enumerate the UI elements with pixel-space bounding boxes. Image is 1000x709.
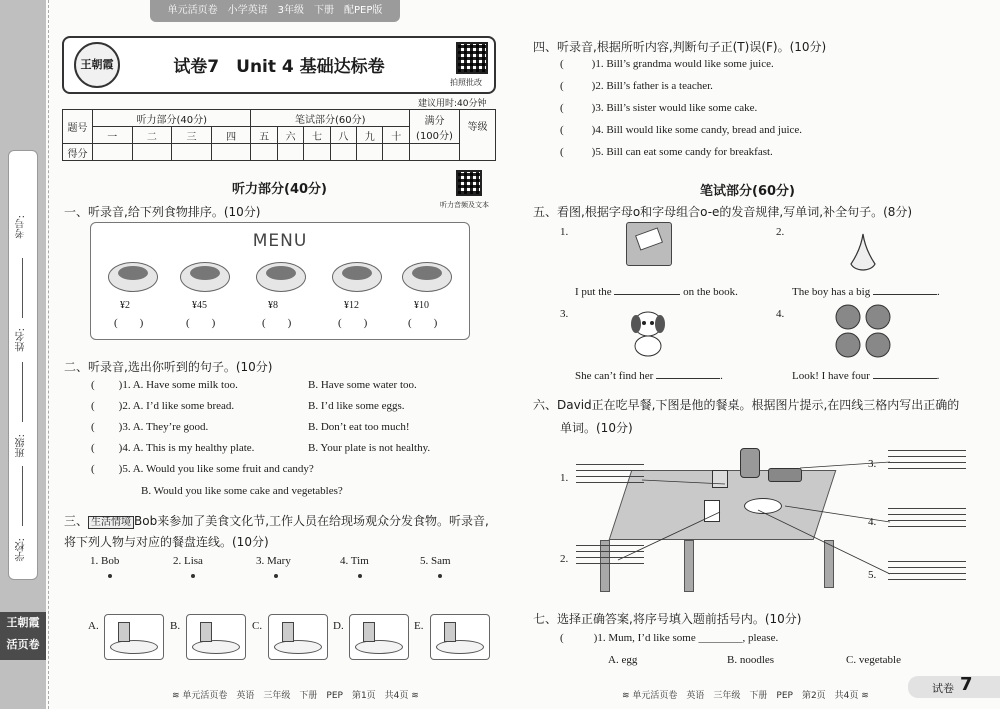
score-input[interactable]	[172, 144, 212, 161]
exam-number-label: 考号:	[16, 215, 27, 239]
menu-title: MENU	[252, 231, 308, 251]
q2-item	[91, 442, 254, 454]
drink-icon	[444, 622, 456, 642]
q6-label: 2.	[560, 553, 569, 565]
writing-line	[576, 551, 644, 552]
q7-1-text: )1. Mum, I’d like some ________, please.	[593, 632, 779, 644]
qr-code-icon[interactable]	[456, 42, 488, 74]
writing-line[interactable]	[576, 545, 644, 546]
grade-cell: 等级	[460, 110, 496, 161]
audio-qr-icon[interactable]	[456, 170, 482, 196]
q3-person-dot[interactable]	[191, 574, 195, 578]
q3-person-name: 3. Mary	[256, 555, 291, 567]
q2-open-paren: (	[91, 421, 95, 433]
q6-label: 4.	[868, 516, 877, 528]
food-order-blank[interactable]: ( )	[338, 317, 368, 329]
writing-line[interactable]	[888, 508, 966, 509]
food-price: ¥12	[344, 300, 359, 311]
q7-heading: 七、选择正确答案,将序号填入题前括号内。(10分)	[533, 612, 802, 626]
score-input[interactable]	[383, 144, 410, 161]
q2-option-a: )2. A. I’d like some bread.	[118, 400, 235, 412]
class-label: 班级:	[16, 434, 27, 458]
food-order-blank[interactable]: ( )	[114, 317, 144, 329]
col-num: 四	[211, 127, 251, 144]
q5-sentence-3	[575, 370, 723, 382]
q5-sentence-2	[792, 286, 940, 298]
col-num: 八	[330, 127, 356, 144]
writing-line	[888, 462, 966, 463]
q5-blank-1[interactable]	[614, 294, 680, 295]
q2-option-a: )5. A. Would you like some fruit and candy?	[118, 463, 314, 475]
q3-heading	[64, 512, 489, 529]
school-label: 学校:	[16, 538, 27, 562]
q5-label-2: 2.	[776, 226, 785, 238]
col-num: 六	[277, 127, 303, 144]
q5-sentence-1	[575, 286, 738, 298]
q2-option-b: B. I’d like some eggs.	[308, 400, 405, 412]
q5-s4-end: .	[936, 370, 940, 382]
q7-1-option-b[interactable]: B. noodles	[727, 654, 775, 666]
writing-line	[888, 579, 966, 580]
q3-plate-letter: C.	[252, 620, 263, 632]
score-input[interactable]	[277, 144, 303, 161]
score-input[interactable]	[304, 144, 330, 161]
q2-option-a: )3. A. They’re good.	[118, 421, 209, 433]
note-image	[635, 227, 663, 250]
listening-group-header: 听力部分(40分)	[93, 110, 251, 127]
q5-blank-3[interactable]	[656, 378, 720, 379]
q3-person-name: 5. Sam	[420, 555, 451, 567]
score-table	[62, 109, 496, 161]
full-score-label: 满分	[424, 115, 445, 127]
q4-item	[560, 58, 774, 70]
name-label: 姓名:	[16, 328, 27, 352]
q2-item	[91, 463, 314, 475]
score-input[interactable]	[251, 144, 277, 161]
brand-logo	[0, 612, 46, 660]
drink-icon	[118, 622, 130, 642]
q5-blank-4[interactable]	[873, 378, 937, 379]
q5-s2-start: The boy has a big	[792, 286, 871, 298]
q4-open-paren: (	[560, 58, 564, 70]
q3-number: 三、	[64, 514, 89, 528]
q4-item	[560, 80, 713, 92]
writing-line	[888, 520, 966, 521]
q3-person-dot[interactable]	[358, 574, 362, 578]
q2-open-paren: (	[91, 379, 95, 391]
q2-open-paren: (	[91, 442, 95, 454]
q5-label-3: 3.	[560, 308, 569, 320]
q5-label-1: 1.	[560, 226, 569, 238]
brand-logo-bottom: 活页卷	[6, 638, 40, 651]
col-num: 九	[357, 127, 383, 144]
q5-sentence-4	[792, 370, 939, 382]
score-input[interactable]	[357, 144, 383, 161]
writing-line	[576, 470, 644, 471]
q4-statement: )3. Bill’s sister would like some cake.	[591, 102, 758, 114]
col-num: 十	[383, 127, 410, 144]
food-order-blank[interactable]: ( )	[186, 317, 216, 329]
paper-tab-number: 7	[960, 674, 973, 695]
row-label-number: 题号	[63, 110, 93, 144]
q3-plate-letter: A.	[88, 620, 99, 632]
q2-option-b: B. Your plate is not healthy.	[308, 442, 431, 454]
plate-icon	[192, 640, 240, 654]
q3-plate-letter: B.	[170, 620, 181, 632]
q6-label: 1.	[560, 472, 569, 484]
q7-1-option-c[interactable]: C. vegetable	[846, 654, 901, 666]
q5-heading: 五、看图,根据字母o和字母组合o-e的发音规律,写单词,补全句子。(8分)	[533, 205, 913, 219]
q3-person-name: 2. Lisa	[173, 555, 203, 567]
col-num: 三	[172, 127, 212, 144]
paper-tab	[908, 676, 1000, 698]
suggested-time: 建议用时:40分钟	[418, 99, 487, 109]
exam-number-line	[22, 258, 23, 318]
tomatoes-image	[832, 302, 894, 360]
writing-line	[576, 557, 644, 558]
q5-s3-end: .	[720, 370, 723, 382]
q6-label: 5.	[868, 569, 877, 581]
writing-line	[888, 468, 966, 469]
q3-plate-letter: E.	[414, 620, 424, 632]
total-score-input[interactable]	[410, 144, 460, 161]
q7-1-option-a[interactable]: A. egg	[608, 654, 638, 666]
q4-open-paren: (	[560, 80, 564, 92]
q4-item	[560, 146, 773, 158]
writing-line[interactable]	[576, 464, 644, 465]
q3-person-dot[interactable]	[274, 574, 278, 578]
paper-tab-label: 试卷	[932, 682, 954, 695]
q5-s3-start: She can’t find her	[575, 370, 654, 382]
score-input[interactable]	[93, 144, 133, 161]
q4-statement: )2. Bill’s father is a teacher.	[591, 80, 713, 92]
publisher-emblem: 王朝霞	[74, 42, 120, 88]
class-line	[22, 466, 23, 526]
food-order-blank[interactable]: ( )	[262, 317, 292, 329]
full-score-value: (100分)	[416, 130, 453, 142]
q3-person-name: 4. Tim	[340, 555, 369, 567]
paper-title: 试卷7 Unit 4 基础达标卷	[173, 57, 385, 77]
q3-person-name: 1. Bob	[90, 555, 120, 567]
written-heading: 笔试部分(60分)	[700, 184, 795, 199]
q7-1-open-paren: (	[560, 632, 564, 644]
name-line	[22, 362, 23, 422]
writing-line	[576, 563, 644, 564]
q2-open-paren: (	[91, 463, 95, 475]
q4-statement: )4. Bill would like some candy, bread and juice.	[591, 124, 803, 136]
food-price: ¥45	[192, 300, 207, 311]
dog-image	[624, 304, 672, 360]
q5-s1-end: on the book.	[683, 286, 738, 298]
q4-statement: )1. Bill’s grandma would like some juice.	[591, 58, 774, 70]
qr-caption: 拍照批改	[450, 78, 482, 87]
brand-logo-top: 王朝霞	[6, 616, 40, 629]
col-num: 五	[251, 127, 277, 144]
q7-1-question	[560, 632, 778, 644]
full-score-cell	[410, 110, 460, 144]
q4-item	[560, 124, 802, 136]
row-label-score: 得分	[63, 144, 93, 161]
q5-label-4: 4.	[776, 308, 785, 320]
life-scenario-tag: 生活情境	[88, 516, 134, 529]
writing-line	[888, 456, 966, 457]
writing-line[interactable]	[888, 561, 966, 562]
food-image	[190, 266, 220, 280]
col-num: 七	[304, 127, 330, 144]
plate-icon	[436, 640, 484, 654]
q2-option-a: )4. A. This is my healthy plate.	[118, 442, 255, 454]
plate-icon	[355, 640, 403, 654]
writing-line[interactable]	[888, 450, 966, 451]
footer-left: ≋ 单元活页卷 英语 三年级 下册 PEP 第1页 共4页 ≋	[172, 691, 419, 701]
nose-image	[845, 232, 881, 274]
writing-line	[888, 567, 966, 568]
col-num: 一	[93, 127, 133, 144]
q2-item	[91, 421, 208, 433]
q6-heading-line2: 单词。(10分)	[560, 421, 633, 435]
q4-open-paren: (	[560, 124, 564, 136]
q4-open-paren: (	[560, 102, 564, 114]
q4-statement: )5. Bill can eat some candy for breakfast.	[591, 146, 773, 158]
q5-blank-2[interactable]	[873, 294, 937, 295]
q2-heading: 二、听录音,选出你听到的句子。(10分)	[64, 360, 273, 374]
writing-group-header: 笔试部分(60分)	[251, 110, 410, 127]
q3-plate-letter: D.	[333, 620, 344, 632]
food-image	[412, 266, 442, 280]
listening-heading: 听力部分(40分)	[232, 182, 327, 197]
q3-heading-line2: 将下列人物与对应的餐盘连线。(10分)	[64, 535, 269, 549]
footer-right: ≋ 单元活页卷 英语 三年级 下册 PEP 第2页 共4页 ≋	[622, 691, 869, 701]
q3-heading-text: Bob来参加了美食文化节,工作人员在给现场观众分发食物。听录音,	[134, 514, 489, 528]
q2-option-b: B. Have some water too.	[308, 379, 417, 391]
q5-s2-end: .	[936, 286, 940, 298]
q6-label: 3.	[868, 458, 877, 470]
q5-s1-start: I put the	[575, 286, 612, 298]
title-box	[62, 36, 496, 94]
plate-icon	[274, 640, 322, 654]
q4-open-paren: (	[560, 146, 564, 158]
food-price: ¥8	[268, 300, 278, 311]
plate-icon	[110, 640, 158, 654]
q2-item	[91, 400, 234, 412]
drink-icon	[282, 622, 294, 642]
writing-line	[888, 526, 966, 527]
writing-line	[576, 476, 644, 477]
cut-line	[48, 0, 49, 709]
score-input[interactable]	[132, 144, 172, 161]
writing-line	[576, 482, 644, 483]
col-num: 二	[132, 127, 172, 144]
q2-option-a: )1. A. Have some milk too.	[118, 379, 238, 391]
food-order-blank[interactable]: ( )	[408, 317, 438, 329]
q3-person-dot[interactable]	[108, 574, 112, 578]
q2-open-paren: (	[91, 400, 95, 412]
food-price: ¥2	[120, 300, 130, 311]
q2-option-b: B. Don’t eat too much!	[308, 421, 410, 433]
drink-icon	[200, 622, 212, 642]
q3-person-dot[interactable]	[438, 574, 442, 578]
q1-heading: 一、听录音,给下列食物排序。(10分)	[64, 205, 261, 219]
q4-item	[560, 102, 757, 114]
q2-5-option-b: B. Would you like some cake and vegetables?	[141, 485, 343, 497]
score-input[interactable]	[211, 144, 251, 161]
score-input[interactable]	[330, 144, 356, 161]
writing-line	[888, 573, 966, 574]
book-note-image	[626, 222, 672, 266]
writing-line	[888, 514, 966, 515]
q2-item	[91, 379, 238, 391]
q5-s4-start: Look! I have four	[792, 370, 870, 382]
q4-heading: 四、听录音,根据所听内容,判断句子正(T)误(F)。(10分)	[533, 40, 827, 54]
drink-icon	[363, 622, 375, 642]
food-price: ¥10	[414, 300, 429, 311]
food-image	[342, 266, 372, 280]
q6-heading-line1: 六、David正在吃早餐,下图是他的餐桌。根据图片提示,在四线三格内写出正确的	[533, 398, 960, 412]
food-image	[266, 266, 296, 280]
series-banner: 单元活页卷 小学英语 3年级 下册 配PEP版	[150, 0, 400, 22]
food-image	[118, 266, 148, 280]
audio-qr-caption: 听力音频及文本	[440, 201, 489, 209]
